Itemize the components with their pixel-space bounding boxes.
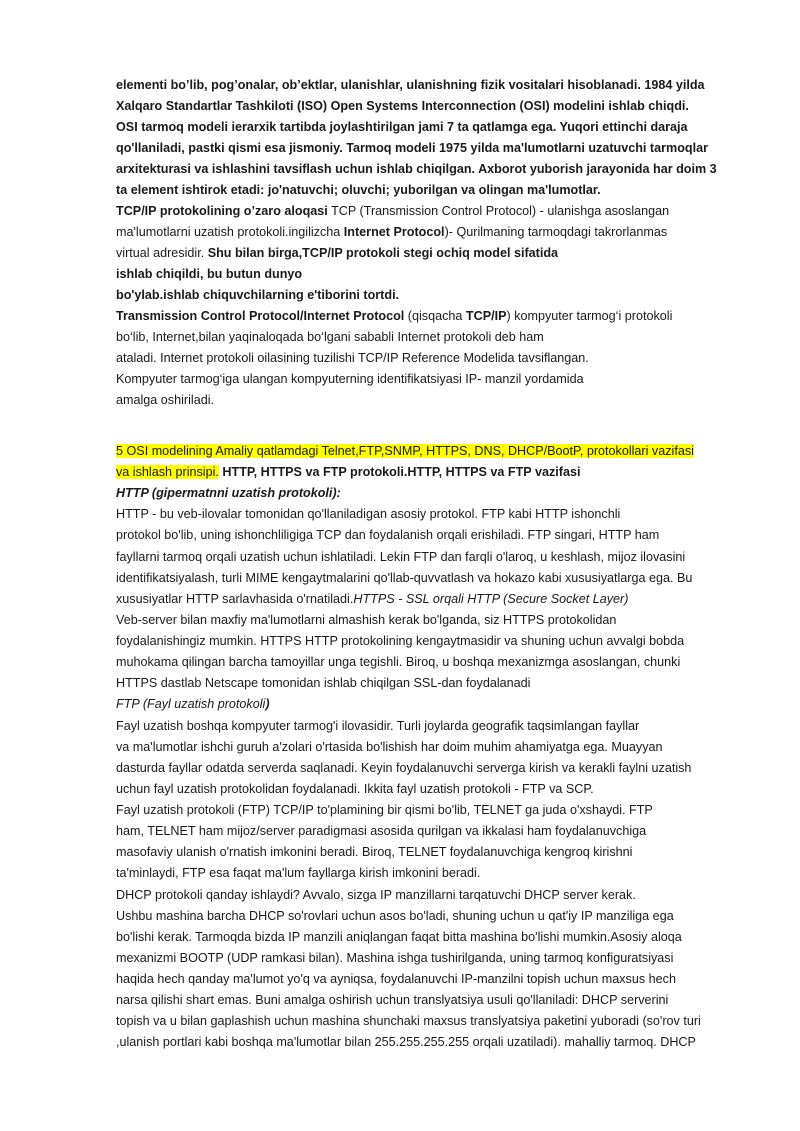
text-line [116, 758, 691, 779]
text-segment: bo'lishi kerak. Tarmoqda bizda IP manzili aniqlangan faqat bitta mashina bo'lishi mumkin.Asosiy aloqa [116, 929, 682, 944]
text-line [116, 180, 601, 201]
text-line [116, 504, 620, 525]
text-line [116, 285, 399, 306]
highlighted-text: 5 OSI modelining Amaliy qatlamdagi Telnet,FTP,SNMP, HTTPS, DNS, DHCP/BootP, protokollari vazifasi [116, 444, 694, 458]
text-segment: ishlab chiqildi, bu butun dunyo [116, 267, 303, 281]
text-line [116, 927, 682, 948]
text-segment: bo'ylab.ishlab chiquvchilarning e'tiborini tortdi. [116, 288, 400, 302]
text-line [116, 462, 580, 483]
text-segment: Kompyuter tarmog‘iga ulangan kompyuterning identifikatsiyasi IP- manzil yordamida [116, 372, 584, 386]
text-segment: TCP/IP [465, 309, 507, 323]
text-segment: topish va u bilan gaplashish uchun mashina shunchaki maxsus translyatsiya paketini yuboradi (so'rov turi [116, 1014, 701, 1029]
text-segment: TCP/IP protokolining o’zaro aloqasi [116, 204, 328, 218]
text-segment: ta element ishtirok etadi: jo'natuvchi; oluvchi; yuborilgan va olingan ma'lumotlar. [116, 183, 601, 197]
text-segment: ham, TELNET ham mijoz/server paradigmasi asosida qurilgan va ikkalasi ham foydalanuvchiga [116, 824, 647, 839]
text-line [116, 885, 636, 906]
text-segment: elementi bo’lib, pog’onalar, ob’ektlar, ulanishlar, ulanishning fizik vositalari hisoblanadi. 1984 yilda [116, 78, 705, 92]
text-segment: protokol bo'lib, uning ishonchliligiga TCP dan foydalanish orqali erishiladi. FTP singari, HTTP ham [116, 528, 660, 543]
text-line [116, 159, 717, 180]
text-segment: fayllarni tarmoq orqali uzatish uchun ishlatiladi. Lekin FTP dan farqli o'laroq, u keshlash, mijoz ilovasini [116, 549, 686, 564]
text-line [116, 306, 672, 327]
text-segment: va ma'lumotlar ishchi guruh a'zolari o'rtasida bo'lishish har doim muhim ahamiyatga ega. Muayyan [116, 739, 663, 754]
text-segment: xususiyatlar HTTP sarlavhasida o'rnatiladi. [116, 591, 354, 606]
text-segment: qo'llaniladi, pastki qismi esa jismoniy. Tarmoq modeli 1975 yilda ma'lumotlarni uzatuvchi tarmoqlar [116, 141, 708, 155]
text-line [116, 201, 669, 222]
text-segment: Ushbu mashina barcha DHCP so'rovlari uchun asos bo'ladi, shuning uchun u qat'iy IP manziliga ega [116, 908, 674, 923]
text-line [116, 863, 480, 884]
text-line [116, 327, 544, 348]
text-segment: ) kompyuter tarmog‘i protokoli [506, 309, 673, 323]
text-line [116, 348, 589, 369]
text-segment: HTTPS - SSL orqali HTTP (Secure Socket Layer) [353, 591, 629, 606]
text-line [116, 75, 705, 96]
text-line [116, 610, 616, 631]
text-segment: (qisqacha [404, 309, 466, 323]
text-line [116, 716, 639, 737]
text-line [116, 138, 708, 159]
text-segment: Fayl uzatish boshqa kompyuter tarmog'i ilovasidir. Turli joylarda geografik taqsimlangan fayllar [116, 718, 640, 733]
text-line [116, 525, 659, 546]
text-line [116, 390, 214, 411]
text-segment: identifikatsiyalash, turli MIME kengaytmalarini qo'llab-quvvatlash va hokazo kabi xususiyatlarga ega. Bu [116, 570, 693, 585]
text-line [116, 673, 530, 694]
text-segment: HTTPS dastlab Netscape tomonidan ishlab chiqilgan SSL-dan foydalanadi [116, 676, 531, 691]
text-line [116, 800, 653, 821]
text-segment: HTTP - bu veb-ilovalar tomonidan qo'llaniladigan asosiy protokol. FTP kabi HTTP ishonchli [116, 507, 621, 522]
text-segment: Internet Protocol [343, 225, 445, 239]
text-segment: bo‘lib, Internet,bilan yaqinaloqada bo‘lgani sababli Internet protokoli deb ham [116, 330, 544, 344]
text-line [116, 737, 663, 758]
text-line [116, 369, 584, 390]
text-segment: Xalqaro Standartlar Tashkiloti (ISO) Open Systems Interconnection (OSI) modelini ishlab chiqdi. [116, 99, 689, 113]
text-segment: ) [265, 697, 270, 712]
text-line [116, 117, 688, 138]
highlighted-text: va ishlash prinsipi. [116, 465, 219, 480]
text-segment: Shu bilan birga,TCP/IP protokoli stegi ochiq model sifatida [207, 246, 559, 260]
text-line [116, 694, 270, 715]
text-segment: uchun fayl uzatish protokolidan foydalanadi. Ikkita fayl uzatish protokoli - FTP va SCP. [116, 781, 594, 796]
text-line [116, 483, 341, 504]
text-segment: amalga oshiriladi. [116, 393, 215, 407]
text-segment: HTTP (gipermatnni uzatish protokoli): [116, 486, 341, 501]
text-segment: narsa qilishi shart emas. Buni amalga oshirish uchun translyatsiya usuli qo'llaniladi: DHCP serverini [116, 993, 669, 1008]
text-line [116, 906, 674, 927]
text-line [116, 842, 632, 863]
text-segment: ma'lumotlarni uzatish protokoli.ingilizcha [116, 225, 344, 239]
text-segment: Fayl uzatish protokoli (FTP) TCP/IP to'plamining bir qismi bo'lib, TELNET ga juda o'xshaydi. FTP [116, 803, 653, 818]
text-line [116, 264, 302, 285]
text-segment: )- Qurilmaning tarmoqdagi takrorlanmas [444, 225, 668, 239]
text-segment: muhokama qilingan barcha tamoyillar unga tegishli. Biroq, u boshqa mexanizmga asoslangan, chunki [116, 655, 681, 670]
text-segment: dasturda fayllar odatda serverda saqlanadi. Keyin foydalanuvchi serverga kirish va kerakli faylni uzatish [116, 760, 692, 775]
text-segment: foydalanishingiz mumkin. HTTPS HTTP protokolining kengaytmasidir va shuning uchun avvalgi bobda [116, 634, 685, 649]
text-line [116, 631, 684, 652]
text-line [116, 948, 673, 969]
text-segment: ta'minlaydi, FTP esa faqat ma'lum fayllarga kirish imkonini beradi. [116, 866, 481, 881]
text-line [116, 990, 668, 1011]
text-segment: Transmission Control Protocol/Internet Protocol [116, 309, 405, 323]
text-segment: OSI tarmoq modeli ierarxik tartibda joylashtirilgan jami 7 ta qatlamga ega. Yuqori ettinchi daraja [116, 120, 688, 134]
text-segment: FTP (Fayl uzatish protokoli [116, 697, 266, 712]
text-segment: arxitekturasi va ishlashini tavsiflash uchun ishlab chiqilgan. Axborot yuborish jarayonida har doim 3 [116, 162, 717, 176]
text-line [116, 969, 676, 990]
text-line [116, 547, 685, 568]
text-line [116, 589, 628, 610]
text-segment: virtual adresidir. [116, 246, 208, 260]
text-segment: haqida hech qanday ma'lumot yo'q va ayniqsa, foydalanuvchi IP-manzilni topish uchun maxsus hech [116, 972, 676, 986]
text-line [116, 821, 646, 842]
text-segment: HTTP, HTTPS va FTP protokoli.HTTP, HTTPS va FTP vazifasi [218, 465, 581, 480]
text-line [116, 652, 680, 673]
text-line [116, 441, 694, 462]
text-line [116, 779, 594, 800]
text-line [116, 1032, 696, 1053]
text-segment: TCP (Transmission Control Protocol) - ulanishga asoslangan [327, 204, 670, 218]
text-line [116, 568, 692, 589]
text-segment: ,ulanish portlari kabi boshqa ma'lumotlar bilan 255.255.255.255 orqali uzatiladi). mahalliy tarmoq. DHCP [116, 1035, 696, 1050]
text-segment: ataladi. Internet protokoli oilasining tuzilishi TCP/IP Reference Modelida tavsiflangan. [116, 351, 589, 365]
text-segment: masofaviy ulanish o'rnatish imkonini beradi. Biroq, TELNET foydalanuvchiga kengroq kirishni [116, 845, 633, 860]
text-line [116, 222, 667, 243]
text-segment: Veb-server bilan maxfiy ma'lumotlarni almashish kerak bo'lganda, siz HTTPS protokolidan [116, 612, 617, 627]
text-line [116, 243, 558, 264]
text-line [116, 1011, 701, 1032]
text-line [116, 96, 689, 117]
text-segment: mexanizmi BOOTP (UDP ramkasi bilan). Mashina ishga tushirilganda, uning tarmoq konfiguratsiyasi [116, 950, 674, 965]
text-segment: DHCP protokoli qanday ishlaydi? Avvalo, sizga IP manzillarni tarqatuvchi DHCP server kerak. [116, 887, 636, 902]
